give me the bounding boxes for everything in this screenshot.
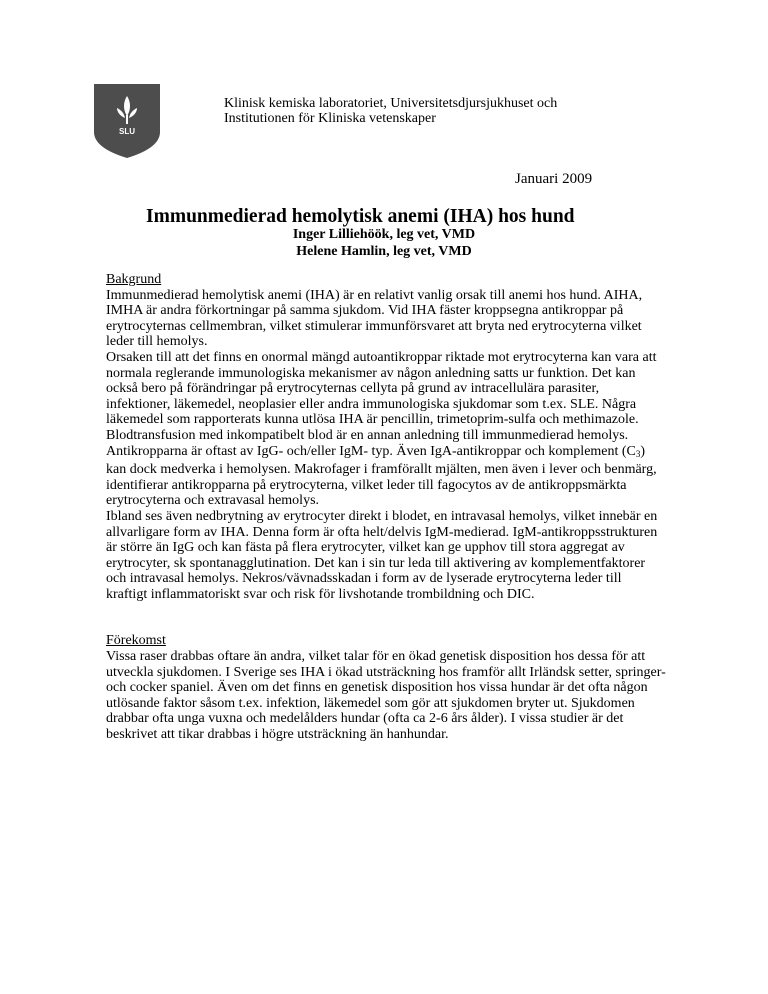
document-body [106,272,666,743]
author-1: Inger Lilliehöök, leg vet, VMD [292,227,476,242]
paragraph-bakgrund-1: Immunmedierad hemolytisk anemi (IHA) är en relativt vanlig orsak till anemi hos hund. AIHA, IMHA är andra förkortningar på samma sjukdom. Vid IHA fäster kroppsegna antikroppar på erytrocyternas cellmembran, vilket stimulerar immunförsvaret att bryta ned erytrocyterna vilket leder till hemolys. [106,287,643,350]
document-title: Immunmedierad hemolytisk anemi (IHA) hos hund [146,206,575,227]
paragraph-bakgrund-4: Ibland ses även nedbrytning av erytrocyter direkt i blodet, en intravasal hemolys, vilket innebär en allvarligare form av IHA. Denna form är ofta helt/delvis IgM-medierad. IgM-antikroppsstrukturen är större än IgG och kan fästa på flera erytrocyter, vilket kan ge upphov till stora aggregat av erytrocyter, sk spontanagglutination. Det kan i sin tur leda till aktivering av komplementfaktorer och intravasal hemolys. Nekros/vävnadsskadan i form av de lyserade erytrocyterna leder till kraftigt inflammatoriskt svar och risk för livshotande trombildning och DIC. [106,508,658,602]
complement-subscript: 3 [635,448,641,459]
section-heading-bakgrund: Bakgrund [106,272,162,287]
institution-line-1: Klinisk kemiska laboratoriet, Universitetsdjursjukhuset och [224,96,558,111]
author-2: Helene Hamlin, leg vet, VMD [296,244,472,259]
paragraph-bakgrund-3-part-a: Antikropparna är oftast av IgG- och/eller IgM- typ. Även IgA-antikroppar och komplement (C [106,443,636,459]
paragraph-bakgrund-3-part-b: ) kan dock medverka i hemolysen. Makrofager i framförallt mjälten, men även i lever och benmärg, identifierar antikropparna på erytrocyterna, vilket leder till fagocytos av de antikroppsmärkta erytrocyterna och extravasal hemolys. [106,443,657,509]
institution-header [224,96,557,126]
section-heading-forekomst: Förekomst [106,633,166,649]
slu-logo [92,82,162,160]
institution-line-2: Institutionen för Kliniska vetenskaper [224,111,436,126]
logo-text: SLU [119,127,135,136]
paragraph-bakgrund-2: Orsaken till att det finns en onormal mängd autoantikroppar riktade mot erytrocyterna kan vara att normala reglerande immunologiska mekanismer av någon anledning satts ur funktion. Det kan också bero på förändringar på erytrocyternas cellyta på grund av intracellulära parasiter, infektioner, läkemedel, neoplasier eller andra immunologiska sjukdomar som t.ex. SLE. Några läkemedel som rapporterats kunna utlösa IHA är pencillin, trimetoprim-sulfa och methimazole. Blodtransfusion med inkompatibelt blod är en annan anledning till immunmedierad hemolys. [106,349,657,443]
paragraph-bakgrund-3 [106,444,666,509]
paragraph-forekomst-1: Vissa raser drabbas oftare än andra, vilket talar för en ökad genetisk disposition hos dessa för att utveckla sjukdomen. I Sverige ses IHA i ökad utsträckning hos framför allt Irländsk setter, springer- och cocker spaniel. Även om det finns en genetisk disposition hos vissa hundar är det ofta någon utlösande faktor såsom t.ex. infektion, läkemedel som gör att sjukdomen bryter ut. Sjukdomen drabbar ofta unga vuxna och medelålders hundar (ofta ca 2-6 års ålder). I vissa studier är det beskrivet att tikar drabbas i högre utsträckning än hanhundar. [106,649,666,743]
document-date: Januari 2009 [515,171,593,187]
